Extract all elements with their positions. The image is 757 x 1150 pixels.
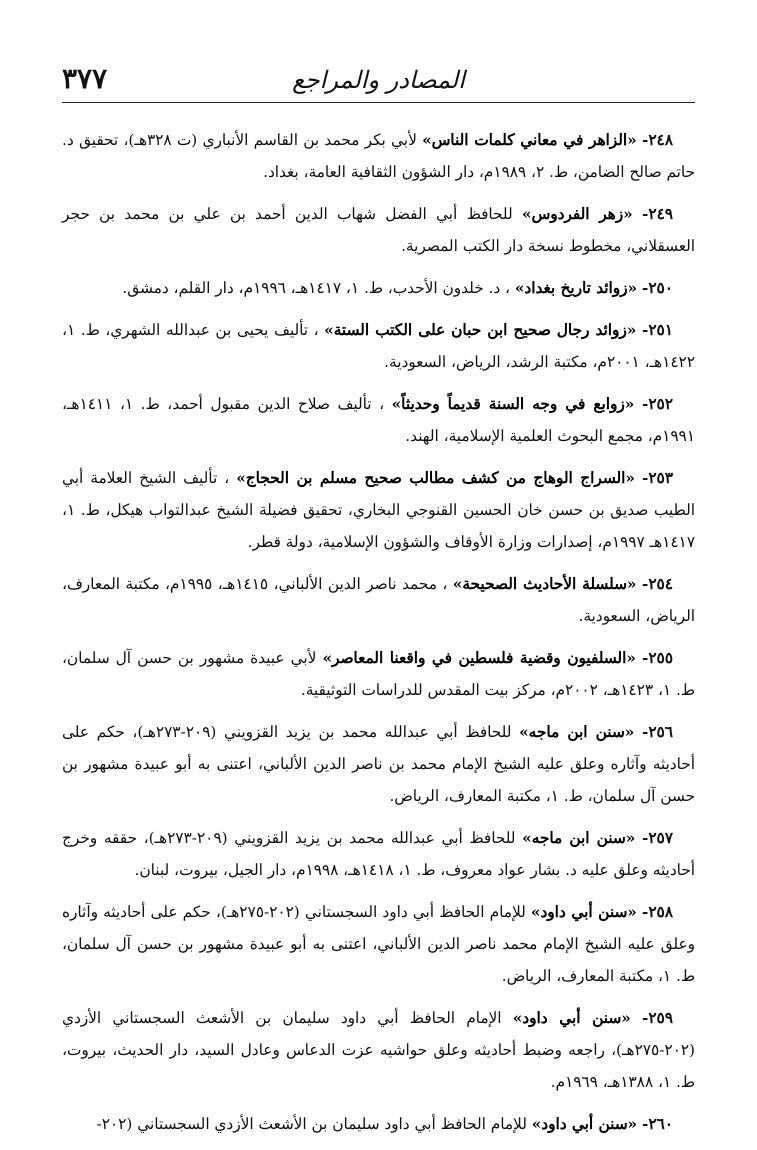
bibliography-entry bbox=[62, 314, 695, 378]
entry-number: ٢٥١- bbox=[641, 321, 673, 339]
entry-details: ، محمد ناصر الدين الألباني، ١٤١٥هـ، ١٩٩٥م، مكتبة المعارف، الرياض، السعودية. bbox=[62, 575, 695, 625]
page-header bbox=[62, 58, 695, 103]
entry-title: «زهر الفردوس» bbox=[521, 205, 633, 223]
bibliography-entry bbox=[62, 568, 695, 632]
bibliography-entry bbox=[62, 272, 695, 304]
entry-number: ٢٥٩- bbox=[641, 1009, 673, 1027]
entry-number: ٢٥٨- bbox=[641, 903, 673, 921]
entry-title: «سنن أبي داود» bbox=[512, 1009, 631, 1027]
entry-title: «السلفيون وقضية فلسطين في واقعنا المعاصر» bbox=[322, 649, 636, 667]
bibliography-entry bbox=[62, 822, 695, 886]
entry-title: «سنن ابن ماجه» bbox=[519, 723, 635, 741]
entry-details: للحافظ أبي عبدالله محمد بن يزيد القزويني (٢٠٩-٢٧٣هـ)، حققه وخرج أحاديثه وعلق عليه د. بشار عواد معروف، ط. ١، ١٤١٨هـ، ١٩٩٨م، دار الجيل، بيروت، لبنان. bbox=[62, 829, 695, 879]
entry-details: ، د. خلدون الأحدب، ط. ١، ١٤١٧هـ، ١٩٩٦م، دار القلم، دمشق. bbox=[122, 279, 510, 297]
entry-details: للإمام الحافظ أبي داود السجستاني (٢٠٢-٢٧٥هـ)، حكم على أحاديثه وآثاره وعلق عليه الشيخ الإمام محمد ناصر الدين الألباني، اعتنى به أبو عبيدة مشهور بن حسن آل سلمان، ط. ١، مكتبة المعارف، الرياض. bbox=[62, 903, 695, 985]
entry-details: للحافظ أبي الفضل شهاب الدين أحمد بن علي بن محمد بن حجر العسقلاني، مخطوط نسخة دار الكتب المصرية. bbox=[62, 205, 695, 255]
entry-details: ، تأليف يحيى بن عبدالله الشهري، ط. ١، ١٤٢٢هـ، ٢٠٠١م، مكتبة الرشد، الرياض، السعودية. bbox=[62, 321, 695, 371]
entry-number: ٢٥٦- bbox=[641, 723, 673, 741]
bibliography-entry bbox=[62, 716, 695, 812]
entry-number: ٢٤٩- bbox=[642, 205, 674, 223]
entry-title: «زوائد رجال صحيح ابن حبان على الكتب الستة» bbox=[324, 321, 637, 339]
bibliography-list bbox=[62, 124, 695, 1150]
entry-number: ٢٥٧- bbox=[641, 829, 673, 847]
bibliography-entry bbox=[62, 388, 695, 452]
entry-details: للإمام الحافظ أبي داود سليمان بن الأشعث الأزدي السجستاني (٢٠٢- bbox=[96, 1115, 527, 1133]
page-number: ٣٧٧ bbox=[62, 62, 108, 95]
bibliography-entry bbox=[62, 124, 695, 188]
entry-details: ، تأليف صلاح الدين مقبول أحمد، ط. ١، ١٤١١هـ، ١٩٩١م، مجمع البحوث العلمية الإسلامية، الهند. bbox=[62, 395, 695, 445]
entry-details: لأبي بكر محمد بن القاسم الأنباري (ت ٣٢٨هـ)، تحقيق د. حاتم صالح الضامن، ط. ٢، ١٩٨٩م، دار الشؤون الثقافية العامة، بغداد. bbox=[62, 131, 695, 181]
entry-title: «السراج الوهاج من كشف مطالب صحيح مسلم بن الحجاج» bbox=[236, 469, 635, 487]
entry-title: «الزاهر في معاني كلمات الناس» bbox=[422, 131, 637, 149]
bibliography-entry bbox=[62, 198, 695, 262]
bibliography-entry bbox=[62, 1108, 695, 1140]
bibliography-entry bbox=[62, 896, 695, 992]
entry-title: «سنن أبي داود» bbox=[531, 1115, 638, 1133]
entry-details: لأبي عبيدة مشهور بن حسن آل سلمان، ط. ١، ١٤٢٣هـ، ٢٠٠٢م، مركز بيت المقدس للدراسات التوثيقية. bbox=[62, 649, 695, 699]
entry-number: ٢٥٠- bbox=[641, 279, 673, 297]
bibliography-entry bbox=[62, 462, 695, 558]
entry-details: للحافظ أبي عبدالله محمد بن يزيد القزويني (٢٠٩-٢٧٣هـ)، حكم على أحاديثه وآثاره وعلق عليه الشيخ الإمام محمد بن ناصر الدين الألباني، اعتنى به أبو عبيدة مشهور بن حسن آل سلمان، ط. ١، مكتبة المعارف، الرياض. bbox=[62, 723, 695, 805]
entry-number: ٢٥٣- bbox=[641, 469, 673, 487]
running-title: المصادر والمراجع bbox=[292, 66, 465, 94]
bibliography-entry bbox=[62, 1002, 695, 1098]
entry-details: ، تأليف الشيخ العلامة أبي الطيب صديق بن حسن خان الحسين القنوجي البخاري، تحقيق فضيلة الشيخ عبدالتواب هيكل، ط. ١، ١٤١٧هـ ١٩٩٧م، إصدارات وزارة الأوقاف والشؤون الإسلامية، دولة قطر. bbox=[62, 469, 695, 551]
bibliography-entry bbox=[62, 642, 695, 706]
entry-number: ٢٥٥- bbox=[641, 649, 673, 667]
entry-number: ٢٤٨- bbox=[641, 131, 673, 149]
entry-number: ٢٦٠- bbox=[641, 1115, 673, 1133]
entry-details: الإمام الحافظ أبي داود سليمان بن الأشعث السجستاني الأزدي (٢٠٢-٢٧٥هـ)، راجعه وضبط أحاديثه وعلق حواشيه عزت الدعاس وعادل السيد، دار الحديث، بيروت، ط. ١، ١٣٨٨هـ، ١٩٦٩م. bbox=[62, 1009, 695, 1091]
entry-number: ٢٥٤- bbox=[641, 575, 673, 593]
entry-title: «زوائد تاريخ بغداد» bbox=[514, 279, 638, 297]
entry-title: «سنن أبي داود» bbox=[530, 903, 637, 921]
entry-title: «زوابع في وجه السنة قديماً وحديثاً» bbox=[391, 395, 635, 413]
entry-number: ٢٥٢- bbox=[641, 395, 673, 413]
entry-title: «سنن ابن ماجه» bbox=[522, 829, 636, 847]
entry-title: «سلسلة الأحاديث الصحيحة» bbox=[452, 575, 637, 593]
